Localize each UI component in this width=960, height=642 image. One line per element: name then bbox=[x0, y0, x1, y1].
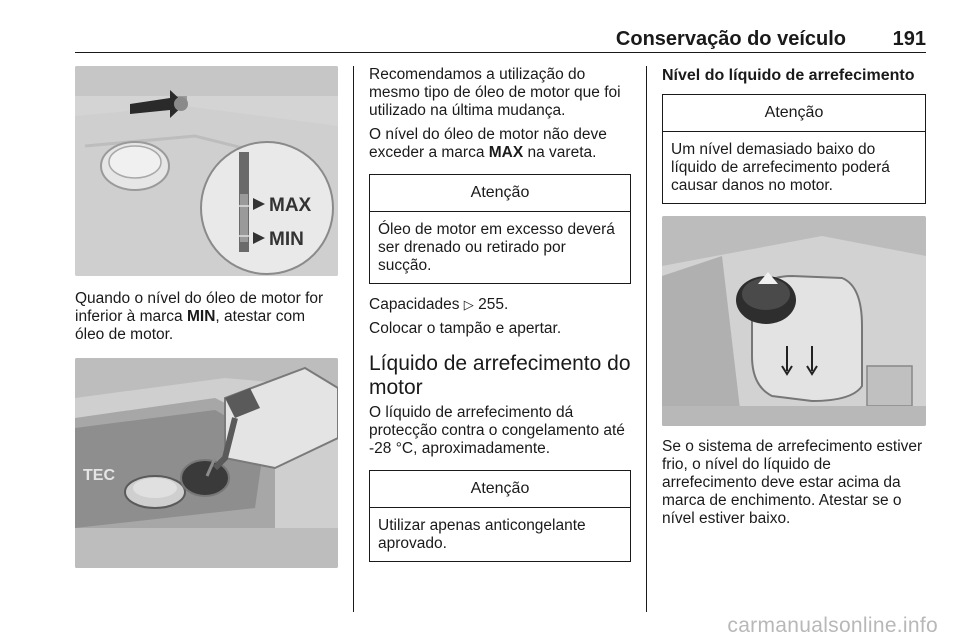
dipstick-illustration bbox=[75, 66, 338, 276]
column-divider-1 bbox=[353, 66, 354, 612]
max-paragraph: O nível do óleo de motor não deve exceder a marca MAX na vareta. bbox=[369, 126, 607, 161]
coolant-level-heading: Nível do líquido de arrefecimento bbox=[662, 67, 915, 84]
warning-box-title: Atenção bbox=[370, 175, 630, 212]
recommend-paragraph: Recomendamos a utilização do mesmo tipo de óleo de motor que foi utilizado na última mudança. bbox=[369, 66, 621, 119]
warning-box-title: Atenção bbox=[663, 95, 925, 132]
column-1 bbox=[75, 66, 338, 568]
watermark: carmanualsonline.info bbox=[727, 614, 938, 637]
cap-instruction: Colocar o tampão e apertar. bbox=[369, 320, 562, 337]
oil-level-paragraph: Quando o nível do óleo de motor for inferior à marca MIN, atestar com óleo de motor. bbox=[75, 290, 324, 343]
page-header bbox=[75, 24, 926, 53]
warning-box-antifreeze bbox=[369, 470, 631, 562]
page-number: 191 bbox=[892, 28, 926, 50]
column-2 bbox=[369, 66, 631, 562]
coolant-reservoir-illustration bbox=[662, 216, 926, 426]
column-3 bbox=[662, 66, 926, 528]
section-heading: Líquido de arrefecimento do motor bbox=[369, 352, 631, 399]
chapter-title: Conservação do veículo bbox=[615, 28, 846, 50]
coolant-paragraph: O líquido de arrefecimento dá protecção contra o congelamento até -28 °C, aproximadamente. bbox=[369, 404, 625, 457]
warning-box-text: Utilizar apenas anticongelante aprovado. bbox=[378, 517, 586, 552]
warning-box-title: Atenção bbox=[370, 471, 630, 508]
engine-cover-label: TEC bbox=[83, 467, 115, 484]
warning-box-coolant bbox=[662, 94, 926, 204]
warning-box-oil bbox=[369, 174, 631, 284]
min-label: MIN bbox=[269, 229, 304, 250]
warning-box-text: Óleo de motor em excesso deverá ser drenado ou retirado por sucção. bbox=[378, 221, 615, 274]
max-label: MAX bbox=[269, 195, 312, 216]
page-reference-icon: ▷ bbox=[463, 297, 474, 312]
coolant-level-paragraph: Se o sistema de arrefecimento estiver frio, o nível do líquido de arrefecimento deve estar acima da marca de enchimento. Atestar se o nível estiver baixo. bbox=[662, 438, 923, 527]
capacity-reference: Capacidades ▷ 255. bbox=[369, 296, 509, 313]
warning-box-text: Um nível demasiado baixo do líquido de arrefecimento poderá causar danos no motor. bbox=[671, 141, 890, 194]
oil-filling-illustration bbox=[75, 358, 338, 568]
column-divider-2 bbox=[646, 66, 647, 612]
